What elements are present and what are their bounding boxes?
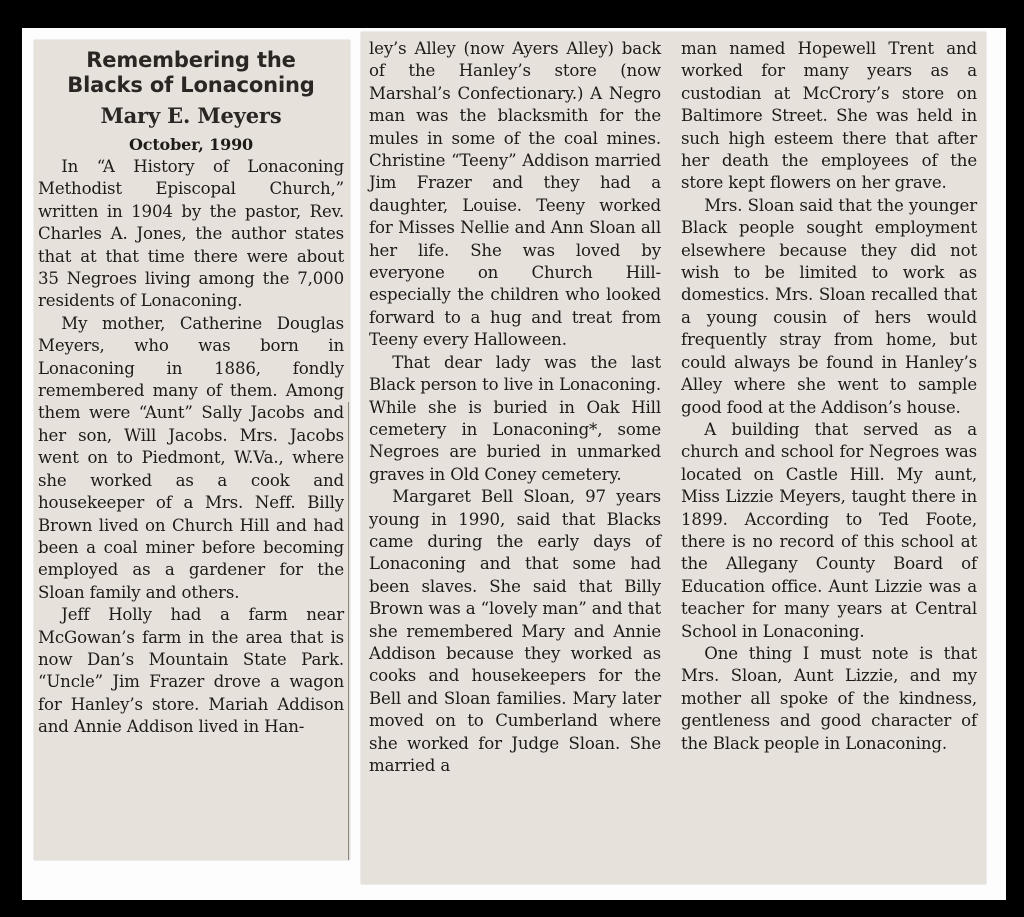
paragraph: In “A History of Lonaconing Methodist Episcopal Church,” written in 1904 by the pastor, Rev. Charles A. Jones, the author states that at that time there were about 35 Negroes living among the 7,000 residents of Lonaconing.: [38, 157, 344, 311]
article-column-3: [681, 38, 977, 755]
author-byline: Mary E. Meyers: [100, 103, 282, 128]
paragraph: My mother, Catherine Douglas Meyers, who was born in Lonaconing in 1886, fondly remembered many of them. Among them were “Aunt” Sally Jacobs and her son, Will Jacobs. Mrs. Jacobs went on to Piedmont, W.Va., where she worked as a cook and housekeeper of a Mrs. Neff. Billy Brown lived on Church Hill and had been a coal miner before becoming employed as a gardener for the Sloan family and others.: [38, 313, 344, 602]
paragraph: That dear lady was the last Black person to live in Lonaconing. While she is buried in Oak Hill cemetery in Lonaconing*, some Negroes are buried in unmarked graves in Old Coney cemetery.: [369, 352, 661, 484]
paragraph: ley’s Alley (now Ayers Alley) back of the Hanley’s store (now Marshal’s Confectionary.) A Negro man was the blacksmith for the mules in some of the coal mines. Christine “Teeny” Addison married Jim Frazer and they had a daughter, Louise. Teeny worked for Misses Nellie and Ann Sloan all her life. She was loved by everyone on Church Hill- especially the children who looked forward to a hug and treat from Teeny every Halloween.: [369, 39, 661, 350]
column-divider: [348, 402, 349, 860]
article-date: October, 1990: [128, 135, 254, 154]
paragraph: Jeff Holly had a farm near McGowan’s farm in the area that is now Dan’s Mountain State Park. “Uncle” Jim Frazer drove a wagon for Hanley’s store. Mariah Addison and Annie Addison lived in Han-: [38, 605, 344, 737]
paragraph: man named Hopewell Trent and worked for many years as a custodian at McCrory’s store on Baltimore Street. She was held in such high esteem there that after her death the employees of the store kept flowers on her grave.: [681, 39, 977, 193]
headline: [38, 48, 344, 98]
clipping-left-panel: [34, 40, 350, 860]
headline-line-1: Remembering the: [86, 48, 296, 72]
headline-line-2: Blacks of Lonaconing: [67, 73, 315, 97]
paragraph: One thing I must note is that Mrs. Sloan, Aunt Lizzie, and my mother all spoke of the kindness, gentleness and good character of the Black people in Lonaconing.: [681, 643, 977, 753]
paragraph: A building that served as a church and school for Negroes was located on Castle Hill. My aunt, Miss Lizzie Meyers, taught there in 1899. According to Ted Foote, there is no record of this school at the Allegany County Board of Education office. Aunt Lizzie was a teacher for many years at Central School in Lonaconing.: [681, 419, 977, 641]
paragraph: Mrs. Sloan said that the younger Black people sought employment elsewhere because they did not wish to be limited to work as domestics. Mrs. Sloan recalled that a young cousin of hers would frequently stray from home, but could always be found in Hanley’s Alley where she went to sample good food at the Addison’s house.: [681, 195, 977, 417]
clipping-right-panel: [361, 32, 986, 884]
article-column-1: [38, 44, 344, 739]
article-column-2: [369, 38, 661, 777]
paragraph: Margaret Bell Sloan, 97 years young in 1990, said that Blacks came during the early days of Lonaconing and that some had been slaves. She said that Billy Brown was a “lovely man” and that she remembered Mary and Annie Addison because they worked as cooks and housekeepers for the Bell and Sloan families. Mary later moved on to Cumberland where she worked for Judge Sloan. She married a: [369, 487, 661, 775]
